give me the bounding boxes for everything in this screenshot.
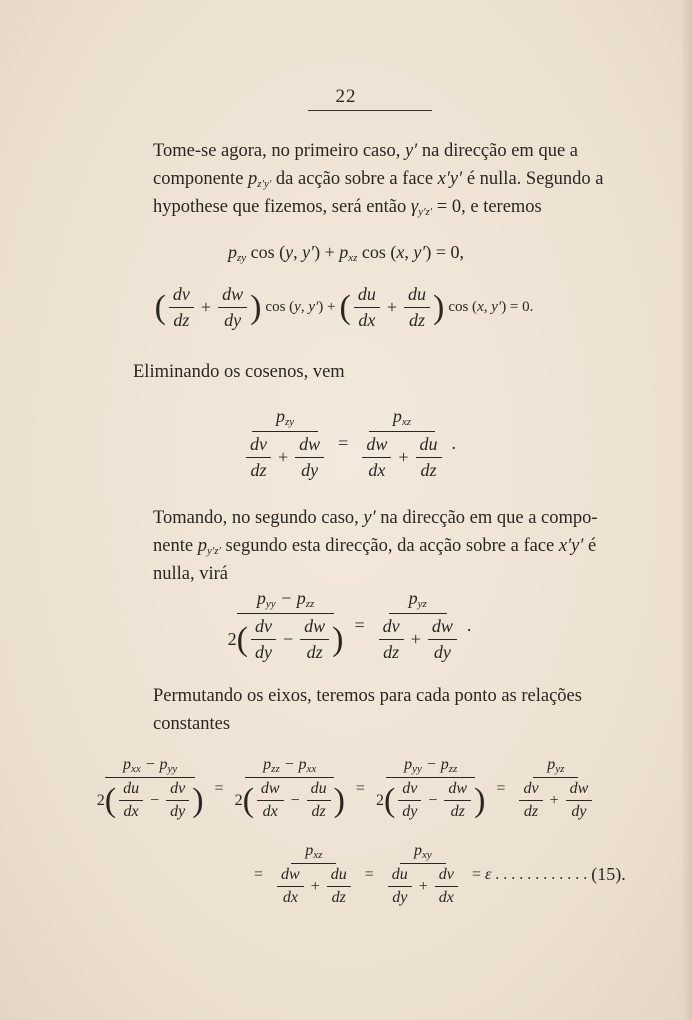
page-number: 22 [335,86,357,107]
equation-4: $p_{yy} - p_{zz}$ 2 ( $\frac{dv}{dy}$ − $\frac{dw}{dz}$ ) = $p_{yz}$ $\frac{dv}{dz}$ + $\frac{dw}{dy}$ . [227,588,472,662]
paragraph-4: Permutando os eixos, teremos para cada ponto as relações constantes [153,686,582,734]
equation-3: $p_{zy}$ $\frac{dv}{dz}$ + $\frac{dw}{dy}$ = $p_{xz}$ $\frac{dw}{dx}$ + $\frac{du}{dz}$ . [0,406,692,481]
paragraph-1: Tome-se agora, no primeiro caso, y′ na direcção em que a componente $p_{z'y'}$ da acção sobre a face x′y′ é nulla. Segundo a hypothese que fizemos, será então $\gamma_{y'z'} = 0$, e teremos [153,141,604,218]
paragraph-3: Tomando, no segundo caso, y′ na direcção em que a compo- nente $p_{y'z'}$ segundo esta direcção, da acção sobre a face x′y′ é nulla, virá [153,508,598,584]
equation-1: $p_{zy}$ cos (y, $y') + p_{xz}$ cos (x, y′) = 0, [227,242,465,264]
header-rule [308,110,432,111]
page-fold-shadow [682,0,692,1020]
equation-number: (15). [591,864,626,884]
equation-5-line-2: = $p_{xz}$ $\frac{dw}{dx}$ + $\frac{du}{dz}$ = $p_{xy}$ $\frac{du}{dy}$ + $\frac{dv}{dx}$ = ε . . . . . . . . . . . . (15). [254,842,626,906]
equation-5-line-1: $p_{xx} - p_{yy}$ 2 ( $\frac{du}{dx}$ − $\frac{dv}{dy}$ ) = $p_{zz} - p_{xx}$ 2 ( $\frac{dw}{dx}$ − $\frac{du}{dz}$ ) = $p_{yy} - p_{zz}$ 2 ( $\frac{dv}{dy}$ − $\frac{dw}{dz}$ ) = $p_{yz}$ $\frac{dv}{dz}$ + $\frac{dw}{dy}$ [0,756,692,821]
equation-2: ( $\frac{dv}{dz}$ + $\frac{dw}{dy}$ ) cos (y, y′) + ( $\frac{du}{dx}$ + $\frac{du}{dz}$ ) cos (x, y′) = 0. [154,284,534,330]
paragraph-2: Eliminando os cosenos, vem [133,362,345,382]
